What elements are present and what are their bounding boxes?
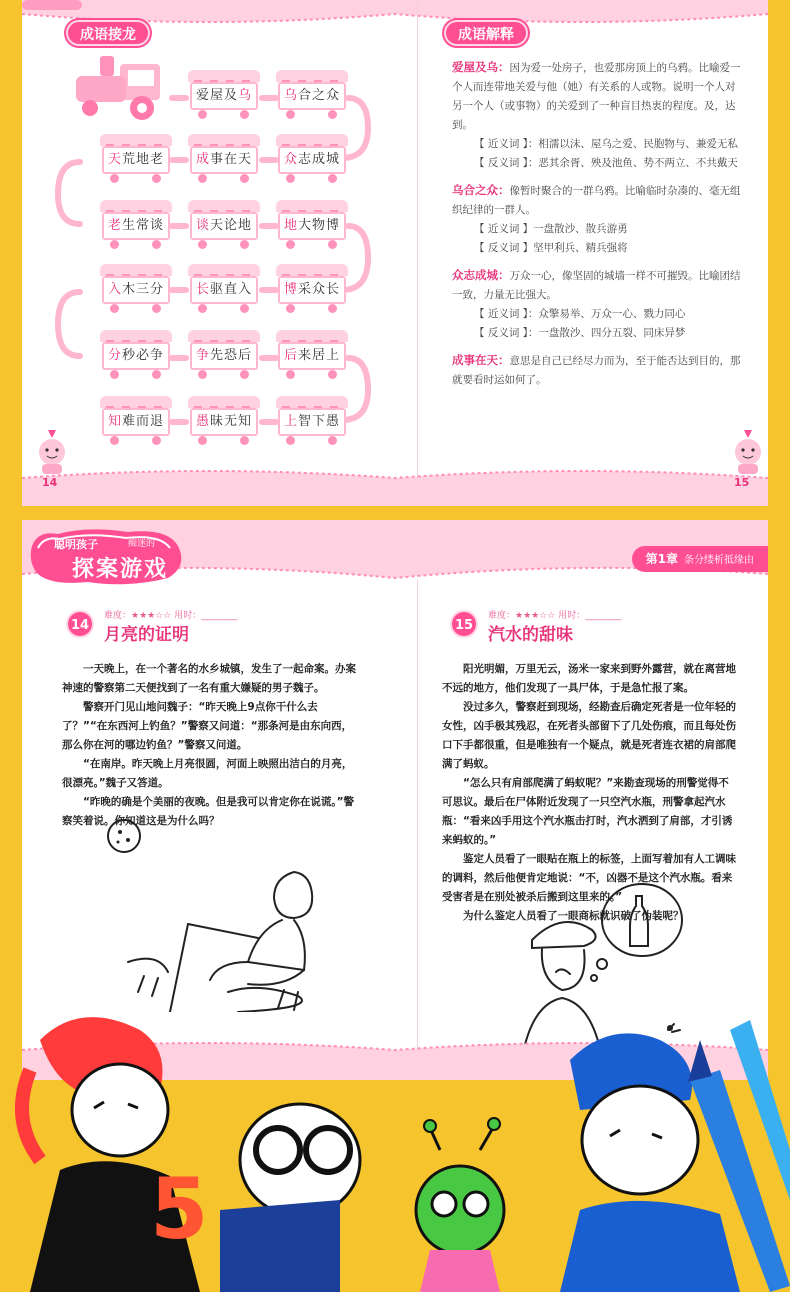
idiom-chain-label: 成语接龙 xyxy=(66,20,150,46)
dict-term: 爱屋及乌： xyxy=(452,60,510,74)
dict-synonyms: 【 近义词 】一盘散沙、散兵游勇 xyxy=(474,223,628,235)
dict-entry xyxy=(452,266,742,343)
paragraph: “在南岸。昨天晚上月亮很圆，河面上映照出洁白的月亮，很漂亮。”魏子又答道。 xyxy=(62,758,353,789)
train-car xyxy=(100,396,172,446)
dict-entry xyxy=(452,58,742,173)
dict-term: 成事在天： xyxy=(452,353,510,367)
train-car xyxy=(276,396,348,446)
linked-character: 众 xyxy=(283,152,298,167)
dict-text: 像暂时聚合的一群乌鸦。比喻临时杂凑的、毫无组织纪律的一群人。 xyxy=(452,185,741,216)
linked-character: 乌 xyxy=(283,88,298,103)
paragraph: 没过多久，警察赶到现场，经勘查后确定死者是一位年轻的女性，凶手极其残忍，在死者头部留下了几处伤痕，而且每处伤口下手都很重，但是唯独有一个疑点，就是死者连衣裙的肩部爬满了蚂蚁。 xyxy=(442,701,736,770)
linked-character: 长 xyxy=(195,282,210,297)
cartoon-characters-illustration xyxy=(0,1000,790,1292)
idiom-text: 博采众长 xyxy=(278,276,346,304)
story-number-badge: 15 xyxy=(450,610,478,638)
idiom-text: 分秒必争 xyxy=(102,342,170,370)
paragraph: 为什么鉴定人员看了一眼商标就识破了伪装呢？ xyxy=(463,910,684,922)
chapter-tab xyxy=(632,546,768,572)
linked-character: 乌 xyxy=(238,88,253,103)
paragraph: 鉴定人员看了一眼贴在瓶上的标签，上面写着加有人工调味的调料，然后他便肯定地说：“不，凶器不是这个汽水瓶。看来受害者是在别处被杀后搬到这里来的。” xyxy=(442,853,736,903)
dict-term: 众志成城： xyxy=(452,268,510,282)
idiom-text: 后来居上 xyxy=(278,342,346,370)
linked-character: 谈 xyxy=(195,218,210,233)
chapter-number: 第1章 xyxy=(645,552,678,566)
page-number-right: 15 xyxy=(734,476,750,489)
linked-character: 分 xyxy=(107,348,122,363)
paragraph: 一天晚上，在一个著名的水乡城镇，发生了一起命案。办案神速的警察第二天便找到了一名有重大嫌疑的男子魏子。 xyxy=(62,663,356,694)
train-car xyxy=(276,264,348,314)
chapter-subtitle: 条分缕析抵缘由 xyxy=(684,555,754,566)
train-car xyxy=(188,396,260,446)
train-car xyxy=(188,264,260,314)
page-divider xyxy=(417,0,418,506)
idiom-text: 乌合之众 xyxy=(278,82,346,110)
story-body xyxy=(62,660,358,831)
idiom-text: 天荒地老 xyxy=(102,146,170,174)
dict-antonyms: 【 反义词 】：一盘散沙、四分五裂、同床异梦 xyxy=(474,327,686,339)
bottom-page-spread xyxy=(22,520,768,1080)
train-car xyxy=(276,70,348,120)
story-number-badge: 14 xyxy=(66,610,94,638)
linked-character: 争 xyxy=(195,348,210,363)
linked-character: 成 xyxy=(195,152,210,167)
idiom-explanation-label: 成语解释 xyxy=(444,20,528,46)
linked-character: 博 xyxy=(283,282,298,297)
linked-character: 上 xyxy=(283,414,298,429)
logo-mid-text: 痴迷的 xyxy=(128,539,156,549)
idiom-text: 长驱直入 xyxy=(190,276,258,304)
train-car xyxy=(100,330,172,380)
idiom-text: 成事在天 xyxy=(190,146,258,174)
train-car xyxy=(100,200,172,250)
dict-synonyms: 【 近义词 】：众擎易举、万众一心、戮力同心 xyxy=(474,308,686,320)
page-number-left: 14 xyxy=(42,476,58,489)
dict-antonyms: 【 反义词 】坚甲利兵、精兵强将 xyxy=(474,242,628,254)
story-title: 汽水的甜味 xyxy=(488,625,573,645)
linked-character: 后 xyxy=(283,348,298,363)
linked-character: 入 xyxy=(107,282,122,297)
idiom-text: 谈天论地 xyxy=(190,212,258,240)
idiom-text: 地大物博 xyxy=(278,212,346,240)
dict-entry xyxy=(452,351,742,390)
dict-text: 万众一心，像坚固的城墙一样不可摧毁。比喻团结一致，力量无比强大。 xyxy=(452,270,741,301)
series-logo xyxy=(28,526,188,586)
train-car xyxy=(276,200,348,250)
train-car xyxy=(188,330,260,380)
big-digit: 5 xyxy=(150,1160,209,1258)
dict-entry xyxy=(452,181,742,258)
paragraph: “昨晚的确是个美丽的夜晚。但是我可以肯定你在说谎。”警察笑着说。你知道这是为什么吗？ xyxy=(62,796,355,827)
idiom-text: 入木三分 xyxy=(102,276,170,304)
dict-term: 乌合之众： xyxy=(452,183,510,197)
idiom-text: 爱屋及乌 xyxy=(190,82,258,110)
linked-character: 天 xyxy=(107,152,122,167)
idiom-text: 知难而退 xyxy=(102,408,170,436)
linked-character: 老 xyxy=(107,218,122,233)
idiom-dictionary xyxy=(452,58,742,398)
idiom-text: 争先恐后 xyxy=(190,342,258,370)
train-car xyxy=(276,330,348,380)
idiom-text: 众志成城 xyxy=(278,146,346,174)
story-title: 月亮的证明 xyxy=(104,625,189,645)
difficulty-line: 难度：★★★☆☆ 用时：________ xyxy=(488,611,622,621)
dict-antonyms: 【 反义词 】：恶其余胥、殃及池鱼、势不两立、不共戴天 xyxy=(474,157,738,169)
train-car xyxy=(188,134,260,184)
dict-synonyms: 【 近义词 】：相濡以沫、屋乌之爱、民胞物与、兼爱无私 xyxy=(474,138,738,150)
train-car xyxy=(100,134,172,184)
paragraph: 警察开门见山地问魏子：“昨天晚上9点你干什么去了？”“在东西河上钓鱼？”警察又问道：“那条河是由东向西，那么你在河的哪边钓鱼？”警察又问道。 xyxy=(62,701,353,751)
linked-character: 愚 xyxy=(195,414,210,429)
dict-text: 因为爱一处房子，也爱那房顶上的乌鸦。比喻爱一个人而连带地关爱与他（她）有关系的人或物。说明一个人对另一个人（或事物）的关爱到了一种盲目热衷的程度。及，达到。 xyxy=(452,62,741,131)
idiom-text: 上智下愚 xyxy=(278,408,346,436)
difficulty-line: 难度：★★★☆☆ 用时：________ xyxy=(104,611,238,621)
logo-main-text: 探案游戏 xyxy=(72,557,169,582)
train-car xyxy=(188,70,260,120)
train-engine-icon xyxy=(68,54,168,124)
linked-character: 地 xyxy=(283,218,298,233)
bottom-wave-band xyxy=(22,462,768,506)
idiom-text: 愚昧无知 xyxy=(190,408,258,436)
linked-character: 知 xyxy=(107,414,122,429)
idiom-text: 老生常谈 xyxy=(102,212,170,240)
logo-top-text: 聪明孩子 xyxy=(54,538,98,551)
train-car xyxy=(188,200,260,250)
fishing-man-illustration xyxy=(98,812,338,1012)
paragraph: “怎么只有肩部爬满了蚂蚁呢？”来勘查现场的刑警觉得不可思议。最后在尸体附近发现了一只空汽水瓶，刑警拿起汽水瓶：“看来凶手用这个汽水瓶击打时，汽水洒到了肩部，才引诱来蚂蚁的。” xyxy=(442,777,733,846)
top-page-spread xyxy=(22,0,768,506)
train-car xyxy=(100,264,172,314)
paragraph: 阳光明媚，万里无云，汤米一家来到野外露营，就在离营地不远的地方，他们发现了一具尸体，于是急忙报了案。 xyxy=(442,663,736,694)
dict-text: 意思是自己已经尽力而为，至于能否达到目的，那就要看时运如何了。 xyxy=(452,355,741,386)
train-car xyxy=(276,134,348,184)
